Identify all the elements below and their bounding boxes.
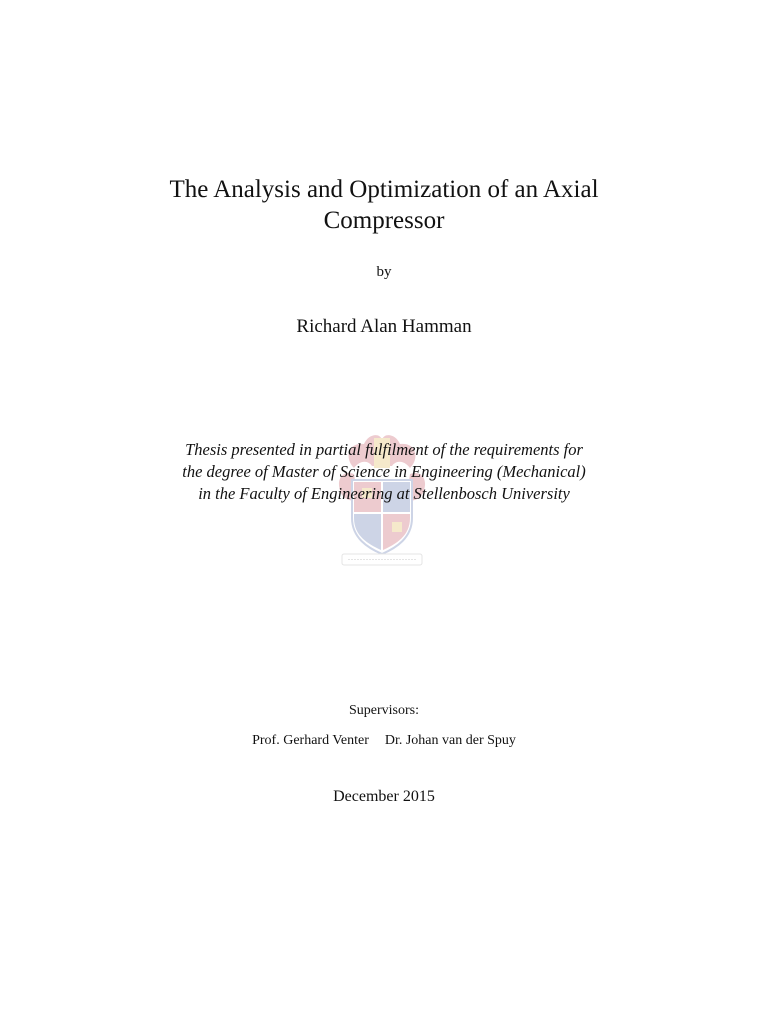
degree-statement xyxy=(100,439,668,505)
supervisors-label: Supervisors: xyxy=(349,703,419,718)
supervisor-name: Dr. Johan van der Spuy xyxy=(384,733,516,748)
title-line-2: Compressor xyxy=(323,207,445,234)
submission-date: December 2015 xyxy=(333,788,435,805)
supervisor-name: Prof. Gerhard Venter xyxy=(252,733,369,748)
statement-line-3: in the Faculty of Engineering at Stellenbosch University xyxy=(198,484,570,503)
by-label: by xyxy=(376,264,392,280)
thesis-title xyxy=(140,174,628,236)
title-line-1: The Analysis and Optimization of an Axial xyxy=(169,176,599,203)
statement-line-1: Thesis presented in partial fulfilment of the requirements for xyxy=(185,440,583,459)
author-name: Richard Alan Hamman xyxy=(296,316,472,337)
statement-line-2: the degree of Master of Science in Engineering (Mechanical) xyxy=(182,462,586,481)
supervisors-list xyxy=(0,733,768,749)
